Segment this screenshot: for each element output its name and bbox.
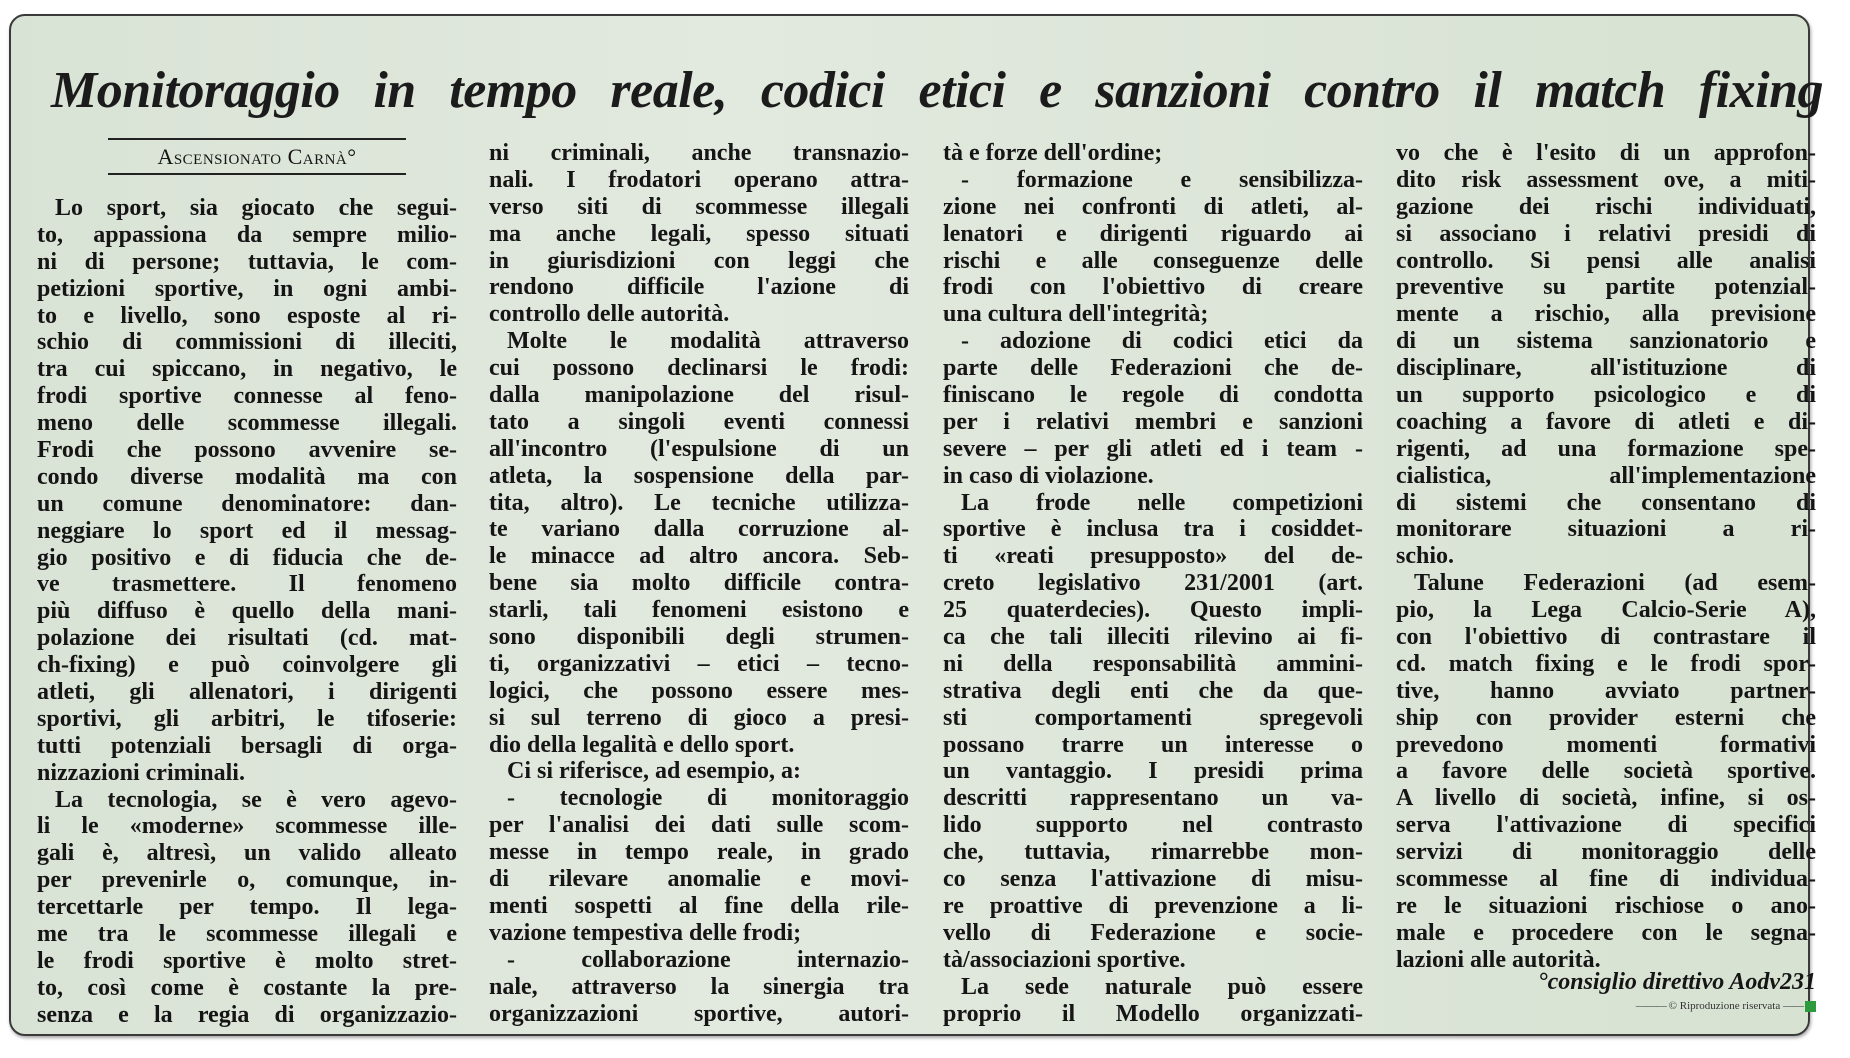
- copyright-text: © Riproduzione riservata: [1668, 1000, 1781, 1012]
- text-line: cd. match fixing e le frodi spor-: [1396, 650, 1816, 677]
- text-line: severe – per gli atleti ed i team -: [943, 435, 1363, 462]
- column-3: [943, 140, 1363, 1027]
- text-line: re le situazioni rischiose o ano-: [1396, 892, 1816, 919]
- text-line: petizioni sportive, in ogni ambi-: [37, 275, 457, 302]
- text-line: Frodi che possono avvenire se-: [37, 437, 457, 464]
- text-line: meno delle scommesse illegali.: [37, 410, 457, 437]
- text-line: ship con provider esterni che: [1396, 704, 1816, 731]
- text-line: creto legislativo 231/2001 (art.: [943, 570, 1363, 597]
- column-4: [1396, 140, 1816, 974]
- text-line: tercettarle per tempo. Il lega-: [37, 894, 457, 921]
- text-line: male e procedere con le segna-: [1396, 919, 1816, 946]
- text-line: si associano i relativi presidi di: [1396, 220, 1816, 247]
- text-line: a favore delle società sportive.: [1396, 758, 1816, 785]
- text-line: tà/associazioni sportive.: [943, 946, 1186, 973]
- newspaper-clipping: [9, 14, 1823, 1036]
- text-line: ti «reati presupposto» del de-: [943, 543, 1363, 570]
- text-line: prevedono momenti formativi: [1396, 731, 1816, 758]
- text-line: descritti rappresentano un va-: [943, 785, 1363, 812]
- text-line: ni di persone; tuttavia, le com-: [37, 248, 457, 275]
- text-line: per prevenirle o, comunque, in-: [37, 867, 457, 894]
- text-line: le frodi sportive è molto stret-: [37, 947, 457, 974]
- text-line: verso siti di scommesse illegali: [489, 193, 909, 220]
- text-line: preventive su partite potenzial-: [1396, 274, 1816, 301]
- text-line: 25 quaterdecies). Questo impli-: [943, 597, 1363, 624]
- text-line: polazione dei risultati (cd. mat-: [37, 625, 457, 652]
- text-line: tato a singoli eventi connessi: [489, 408, 909, 435]
- text-line: ch-fixing) e può coinvolgere gli: [37, 652, 457, 679]
- text-line: A livello di società, infine, si os-: [1396, 785, 1816, 812]
- text-line: La frode nelle competizioni: [961, 489, 1363, 516]
- text-line: monitorare situazioni a ri-: [1396, 516, 1816, 543]
- text-line: te variano dalla corruzione al-: [489, 516, 909, 543]
- text-line: tive, hanno avviato partner-: [1396, 677, 1816, 704]
- text-line: Talune Federazioni (ad esem-: [1414, 570, 1816, 597]
- text-line: La tecnologia, se è vero agevo-: [55, 786, 457, 813]
- text-line: in caso di violazione.: [943, 462, 1154, 489]
- text-line: lido supporto nel contrasto: [943, 812, 1363, 839]
- signature-block: [1396, 969, 1816, 1016]
- text-line: più diffuso è quello della mani-: [37, 598, 457, 625]
- text-line: tutti potenziali bersagli di orga-: [37, 732, 457, 759]
- text-line: gazione dei rischi individuati,: [1396, 193, 1816, 220]
- text-line: si sul terreno di gioco a presi-: [489, 704, 909, 731]
- text-line: me tra le scommesse illegali e: [37, 921, 457, 948]
- text-line: tà e forze dell'ordine;: [943, 140, 1163, 166]
- text-line: scommesse al fine di individua-: [1396, 866, 1816, 893]
- text-line: finiscano le regole di condotta: [943, 382, 1363, 409]
- text-line: sportivi, gli arbitri, le tifoserie:: [37, 705, 457, 732]
- text-line: sti comportamenti spregevoli: [943, 704, 1363, 731]
- text-line: rischi e alle conseguenze delle: [943, 247, 1363, 274]
- text-line: - tecnologie di monitoraggio: [507, 785, 909, 812]
- text-line: ca che tali illeciti rilevino ai fi-: [943, 624, 1363, 651]
- text-line: parte delle Federazioni che de-: [943, 355, 1363, 382]
- text-line: un vantaggio. I presidi prima: [943, 758, 1363, 785]
- text-line: schio.: [1396, 543, 1455, 570]
- text-line: per i relativi membri e sanzioni: [943, 408, 1363, 435]
- text-line: to, appassiona da sempre milio-: [37, 221, 457, 248]
- text-line: le minacce ad altro ancora. Seb-: [489, 543, 909, 570]
- text-line: nali. I frodatori operano attra-: [489, 166, 909, 193]
- text-line: controllo delle autorità.: [489, 301, 730, 328]
- text-line: coaching a favore di atleti e di-: [1396, 408, 1816, 435]
- text-line: vazione tempestiva delle frodi;: [489, 919, 802, 946]
- text-line: starli, tali fenomeni esistono e: [489, 597, 909, 624]
- text-line: un supporto psicologico e di: [1396, 382, 1816, 409]
- text-line: lenatori e dirigenti riguardo ai: [943, 220, 1363, 247]
- text-line: servizi di monitoraggio delle: [1396, 839, 1816, 866]
- text-line: schio di commissioni di illeciti,: [37, 329, 457, 356]
- text-line: La sede naturale può essere: [961, 973, 1363, 1000]
- text-line: Molte le modalità attraverso: [507, 328, 909, 355]
- text-line: frodi con l'obiettivo di creare: [943, 274, 1363, 301]
- text-line: Ci si riferisce, ad esempio, a:: [507, 758, 801, 785]
- text-line: all'incontro (l'espulsione di un: [489, 435, 909, 462]
- text-line: nizzazioni criminali.: [37, 759, 245, 786]
- column-2: [489, 140, 909, 1027]
- text-line: organizzazioni sportive, autori-: [489, 1000, 909, 1027]
- text-line: tita, altro). Le tecniche utilizza-: [489, 489, 909, 516]
- author-signature: °consiglio direttivo Aodv231: [1537, 969, 1816, 995]
- text-line: atleti, gli allenatori, i dirigenti: [37, 679, 457, 706]
- green-square-mark: [1805, 1001, 1816, 1012]
- text-line: ni della responsabilità ammini-: [943, 650, 1363, 677]
- text-line: ti, organizzativi – etici – tecno-: [489, 650, 909, 677]
- text-line: serva l'attivazione di specifici: [1396, 812, 1816, 839]
- text-line: dalla manipolazione del risul-: [489, 382, 909, 409]
- text-line: senza e la regia di organizzazio-: [37, 1001, 457, 1028]
- text-line: vo che è l'esito di un approfon-: [1396, 140, 1816, 166]
- text-line: nale, attraverso la sinergia tra: [489, 973, 909, 1000]
- byline: Ascensionato Carnà°: [108, 138, 406, 175]
- text-line: dio della legalità e dello sport.: [489, 731, 795, 758]
- text-line: messe in tempo reale, in grado: [489, 839, 909, 866]
- text-line: un comune denominatore: dan-: [37, 490, 457, 517]
- text-line: vello di Federazione e socie-: [943, 919, 1363, 946]
- text-line: Lo sport, sia giocato che segui-: [55, 195, 457, 221]
- text-line: dito risk assessment ove, a miti-: [1396, 166, 1816, 193]
- column-1: [37, 195, 457, 1029]
- text-line: rendono difficile l'azione di: [489, 274, 909, 301]
- text-line: - formazione e sensibilizza-: [961, 166, 1363, 193]
- text-line: to, così come è costante la pre-: [37, 974, 457, 1001]
- text-line: mente a rischio, alla previsione: [1396, 301, 1816, 328]
- text-line: disciplinare, all'istituzione di: [1396, 355, 1816, 382]
- article-title: Monitoraggio in tempo reale, codici etici e sanzioni contro il match fixing: [51, 62, 1823, 119]
- text-line: - adozione di codici etici da: [961, 328, 1363, 355]
- text-line: di rilevare anomalie e movi-: [489, 866, 909, 893]
- text-line: una cultura dell'integrità;: [943, 301, 1209, 328]
- text-line: gio positivo e di fiducia che de-: [37, 544, 457, 571]
- text-line: tra cui spiccano, in negativo, le: [37, 356, 457, 383]
- text-line: sportive è inclusa tra i cosiddet-: [943, 516, 1363, 543]
- text-line: ve trasmettere. Il fenomeno: [37, 571, 457, 598]
- copyright-footer: ——— © Riproduzione riservata ——: [1396, 996, 1816, 1016]
- text-line: ni criminali, anche transnazio-: [489, 140, 909, 166]
- text-line: cui possono declinarsi le frodi:: [489, 355, 909, 382]
- text-line: re proattive di prevenzione a li-: [943, 892, 1363, 919]
- text-line: di un sistema sanzionatorio e: [1396, 328, 1816, 355]
- text-line: condo diverse modalità ma con: [37, 463, 457, 490]
- text-line: ma anche legali, spesso situati: [489, 220, 909, 247]
- text-line: menti sospetti al fine della rile-: [489, 892, 909, 919]
- text-line: strativa degli enti che da que-: [943, 677, 1363, 704]
- text-line: che, tuttavia, rimarrebbe mon-: [943, 839, 1363, 866]
- text-line: neggiare lo sport ed il messag-: [37, 517, 457, 544]
- text-line: gali è, altresì, un valido alleato: [37, 840, 457, 867]
- text-line: controllo. Si pensi alle analisi: [1396, 247, 1816, 274]
- text-line: - collaborazione internazio-: [507, 946, 909, 973]
- text-line: pio, la Lega Calcio-Serie A),: [1396, 597, 1816, 624]
- text-line: frodi sportive connesse al feno-: [37, 383, 457, 410]
- text-line: logici, che possono essere mes-: [489, 677, 909, 704]
- text-line: co senza l'attivazione di misu-: [943, 866, 1363, 893]
- text-line: per l'analisi dei dati sulle scom-: [489, 812, 909, 839]
- text-line: rigenti, ad una formazione spe-: [1396, 435, 1816, 462]
- text-line: proprio il Modello organizzati-: [943, 1000, 1363, 1027]
- text-line: to e livello, sono esposte al ri-: [37, 302, 457, 329]
- text-line: con l'obiettivo di contrastare il: [1396, 624, 1816, 651]
- text-line: di sistemi che consentano di: [1396, 489, 1816, 516]
- text-line: possano trarre un interesse o: [943, 731, 1363, 758]
- text-line: sono disponibili degli strumen-: [489, 624, 909, 651]
- text-line: bene sia molto difficile contra-: [489, 570, 909, 597]
- text-line: lazioni alle autorità.: [1396, 946, 1601, 973]
- text-line: li le «moderne» scommesse ille-: [37, 813, 457, 840]
- text-line: atleta, la sospensione della par-: [489, 462, 909, 489]
- text-line: zione nei confronti di atleti, al-: [943, 193, 1363, 220]
- text-line: in giurisdizioni con leggi che: [489, 247, 909, 274]
- text-line: cialistica, all'implementazione: [1396, 462, 1816, 489]
